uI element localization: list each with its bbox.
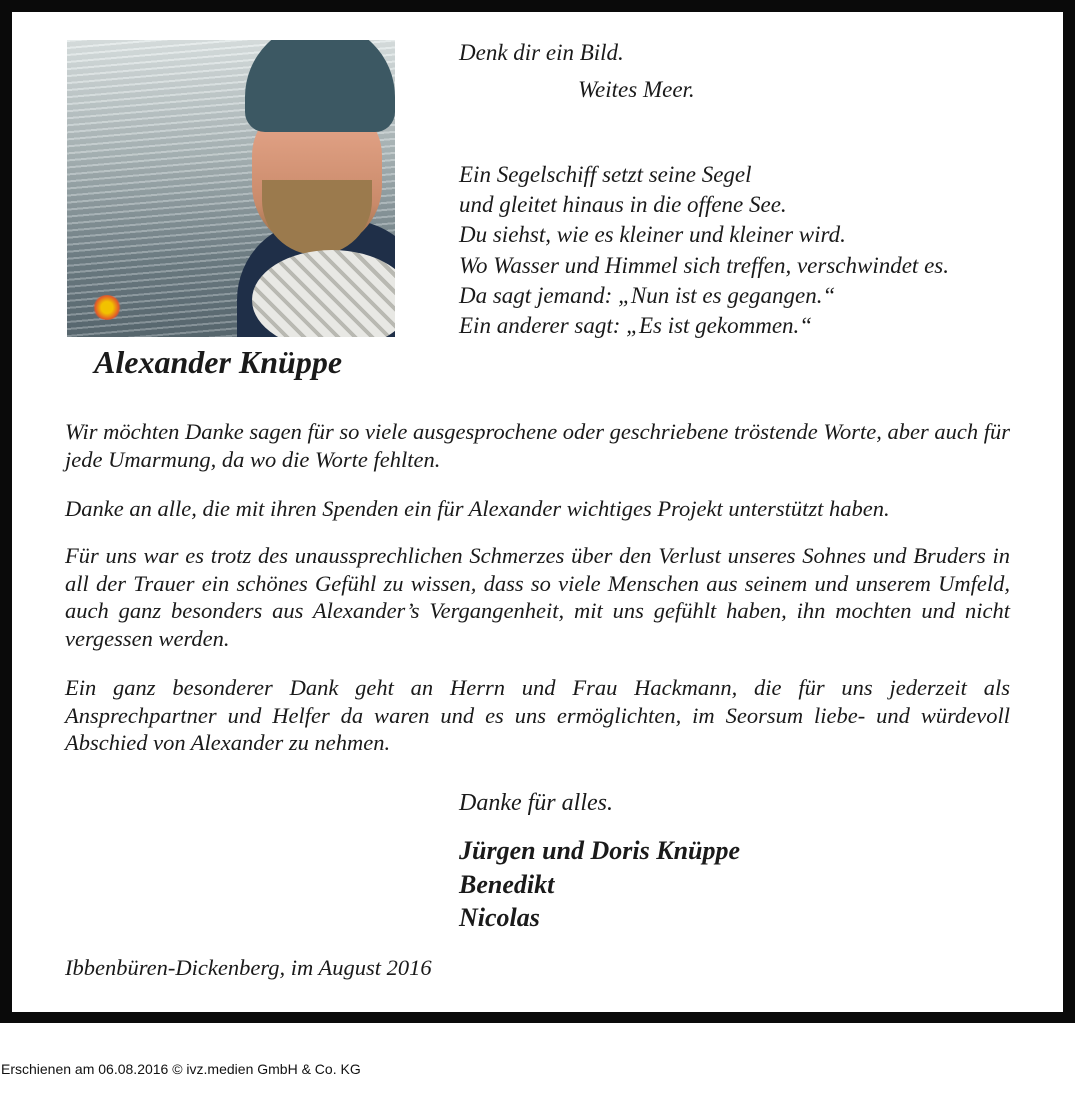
deceased-name: Alexander Knüppe bbox=[94, 344, 343, 380]
paragraph: Wir möchten Danke sagen für so viele ausgesprochene oder geschriebene tröstende Worte, aber auch für jede Umarmung, da wo die Worte fehlten. bbox=[65, 419, 1011, 472]
poem-line: Ein anderer sagt: „Es ist gekommen.“ bbox=[459, 313, 813, 338]
poem-line: Ein Segelschiff setzt seine Segel bbox=[459, 162, 752, 187]
paragraph: Danke an alle, die mit ihren Spenden ein für Alexander wichtiges Projekt unterstützt haben. bbox=[65, 496, 890, 521]
portrait-photo bbox=[67, 40, 395, 337]
publication-footer: Erschienen am 06.08.2016 © ivz.medien GmbH & Co. KG bbox=[1, 1061, 361, 1077]
poem-line: Wo Wasser und Himmel sich treffen, verschwindet es. bbox=[459, 253, 949, 278]
place-date: Ibbenbüren-Dickenberg, im August 2016 bbox=[65, 955, 432, 980]
poem-line: Denk dir ein Bild. bbox=[459, 40, 624, 65]
signature: Nicolas bbox=[459, 903, 540, 932]
poem-line: Du siehst, wie es kleiner und kleiner wird. bbox=[459, 222, 846, 247]
poem-line: und gleitet hinaus in die offene See. bbox=[459, 192, 787, 217]
poem-line: Weites Meer. bbox=[578, 77, 695, 102]
paragraph: Für uns war es trotz des unaussprechlichen Schmerzes über den Verlust unseres Sohnes und Bruders in all der Trauer ein schönes Gefühl zu wissen, dass so viele Menschen aus seinem und unserem Umfeld, auch ganz besonders aus Alexander’s Vergangenheit, mit uns gefühlt haben, ihn mochten und nicht vergessen werden. bbox=[65, 543, 1010, 651]
signature: Jürgen und Doris Knüppe bbox=[459, 836, 741, 865]
poem-line: Da sagt jemand: „Nun ist es gegangen.“ bbox=[459, 283, 836, 308]
signature: Benedikt bbox=[459, 870, 555, 899]
paragraph: Ein ganz besonderer Dank geht an Herrn und Frau Hackmann, die für uns jederzeit als Ansprechpartner und Helfer da waren und es uns ermöglichten, im Seorsum liebe- und würdevoll Abschied von Alexander zu nehmen. bbox=[65, 675, 1010, 755]
closing-line: Danke für alles. bbox=[459, 790, 613, 816]
